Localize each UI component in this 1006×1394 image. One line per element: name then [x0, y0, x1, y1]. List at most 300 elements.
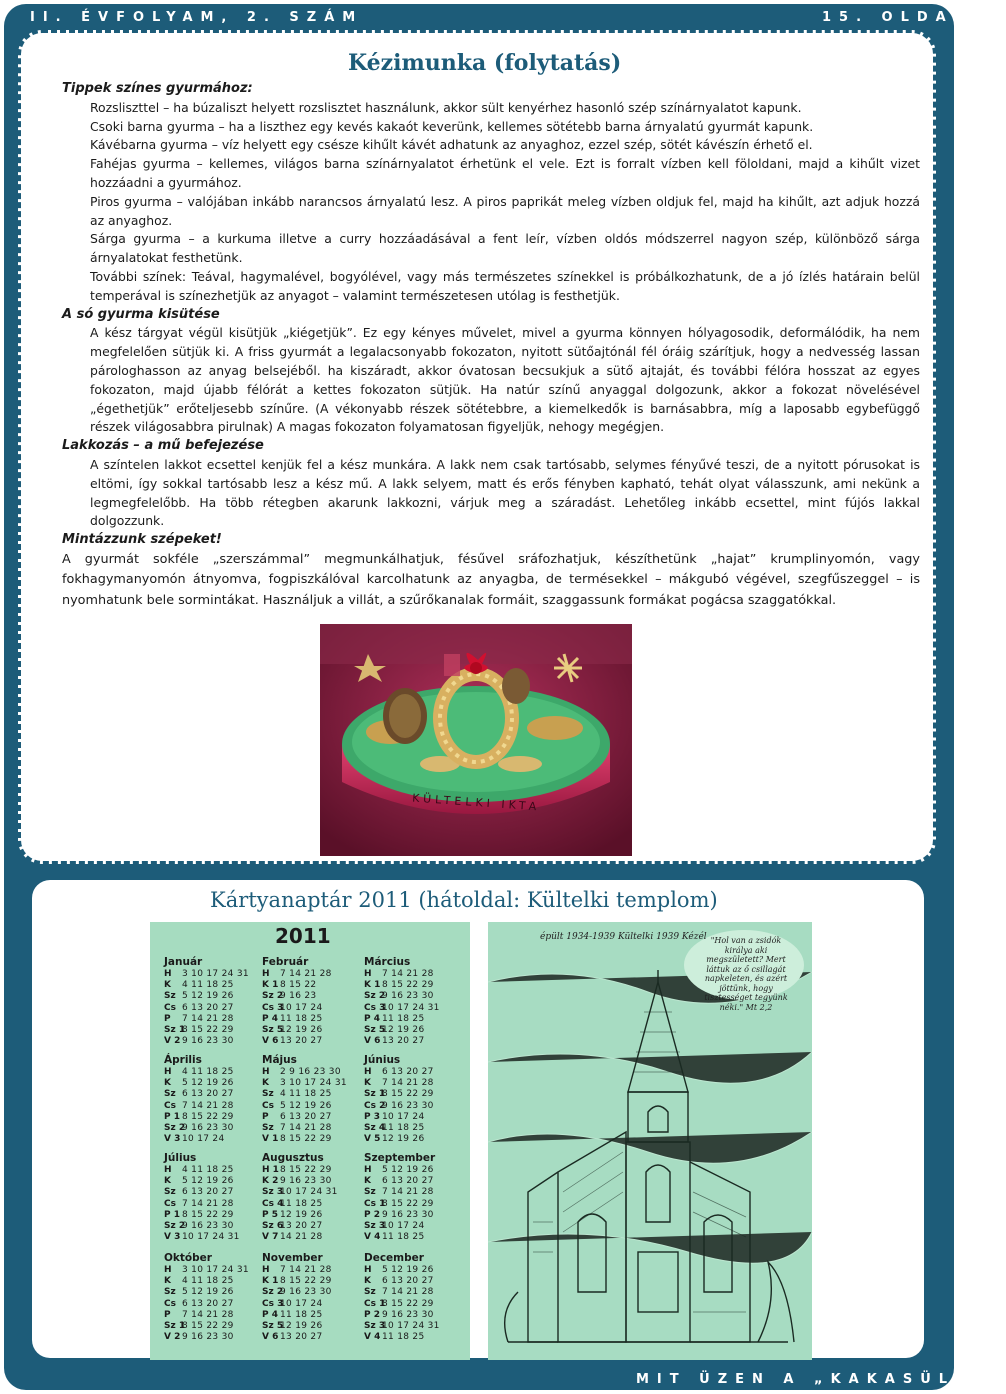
day-label: V 6	[262, 1332, 279, 1343]
day-label: V 6	[262, 1036, 279, 1047]
dates: 13 20 27	[280, 1221, 323, 1232]
dates: 7 14 21 28	[182, 1100, 234, 1111]
day-label: V 2	[164, 1036, 181, 1047]
calendar-week-row	[164, 1221, 268, 1232]
dates: 2 9 16 23 30	[280, 1067, 341, 1077]
calendar-week-row	[364, 1003, 468, 1014]
calendar-week-row	[262, 1123, 366, 1134]
day-label: Sz 2	[262, 1287, 284, 1298]
dates: 4 11 18 25	[182, 980, 234, 991]
dates: 8 15 22 29	[382, 1089, 434, 1100]
calendar-card-front	[150, 922, 470, 1360]
dates: 10 17 24 31	[382, 1002, 440, 1013]
day-label: H	[364, 969, 372, 979]
calendar-week-row	[164, 1265, 268, 1276]
calendar-week-row	[262, 1210, 366, 1221]
dates: 5 12 19 26	[182, 1287, 234, 1298]
day-label: Sz 3	[364, 1221, 386, 1232]
day-label: V 4	[364, 1332, 381, 1343]
dates: 7 14 21 28	[182, 1309, 234, 1320]
dates: 3 10 17 24 31	[182, 969, 249, 979]
calendar-title: Kártyanaptár 2011 (hátoldal: Kültelki templom)	[210, 888, 718, 912]
day-label: Sz 6	[262, 1221, 284, 1232]
dates: 11 18 25	[280, 1309, 323, 1320]
dates: 9 16 23 30	[280, 1176, 332, 1187]
calendar-week-row	[364, 1036, 468, 1047]
calendar-week-row	[262, 1025, 366, 1036]
article-title: Kézimunka (folytatás)	[348, 50, 622, 76]
dates: 10 17 24	[182, 1134, 225, 1145]
calendar-week-row	[364, 1287, 468, 1298]
month-name: November	[262, 1252, 323, 1264]
dates: 6 13 20 27	[182, 1298, 234, 1309]
paragraph: Fahéjas gyurma – kellemes, világos barna színárnyalatot érhetünk el vele. Ezt is forralt vízben kell föloldani, majd a kihűlt vizet hozzáadni a gyurmához.	[90, 156, 920, 190]
calendar-week-row	[262, 1165, 366, 1176]
dates: 8 15 22 29	[182, 1025, 234, 1036]
calendar-week-row	[364, 1089, 468, 1100]
dates: 8 15 22 29	[182, 1209, 234, 1220]
calendar-week-row	[262, 969, 366, 980]
day-label: K	[164, 1176, 171, 1187]
day-label: K 2	[262, 1176, 279, 1187]
dates: 6 13 20 27	[382, 1176, 434, 1187]
calendar-week-row	[364, 1299, 468, 1310]
dates: 4 11 18 25	[182, 1165, 234, 1175]
dates: 13 20 27	[280, 1332, 323, 1343]
dates: 11 18 25	[382, 1232, 425, 1243]
dates: 7 14 21 28	[382, 1287, 434, 1298]
day-label: K	[164, 1276, 171, 1287]
calendar-month	[364, 956, 468, 1047]
dates: 8 15 22 29	[182, 1321, 234, 1332]
day-label: Sz	[164, 1089, 176, 1100]
section-heading: Lakkozás – a mű befejezése	[62, 438, 264, 454]
calendar-week-row	[364, 1332, 468, 1343]
day-label: V 3	[164, 1232, 181, 1243]
day-label: Sz	[164, 1187, 176, 1198]
calendar-week-row	[364, 1078, 468, 1089]
day-label: H	[364, 1067, 372, 1077]
calendar-month	[262, 956, 366, 1047]
dates: 12 19 26	[382, 1025, 425, 1036]
day-label: H	[262, 969, 270, 979]
day-label: Sz 1	[164, 1321, 186, 1332]
calendar-week-row	[164, 1165, 268, 1176]
dates: 5 12 19 26	[280, 1100, 332, 1111]
day-label: P 4	[262, 1309, 278, 1320]
day-label: P 1	[164, 1209, 180, 1220]
calendar-week-row	[364, 1187, 468, 1198]
paragraph: Kávébarna gyurma – víz helyett egy csésze kihűlt kávét adhatunk az anyaghoz, ezzel szép, sötét kávészín érhető el.	[90, 137, 813, 153]
day-label: H	[164, 1265, 172, 1275]
day-label: Sz	[262, 1123, 274, 1134]
dates: 7 14 21 28	[382, 1078, 434, 1089]
calendar-week-row	[364, 980, 468, 991]
dates: 13 20 27	[382, 1036, 425, 1047]
calendar-week-row	[262, 1265, 366, 1276]
section-heading: A só gyurma kisütése	[62, 306, 220, 322]
dates: 14 21 28	[280, 1232, 323, 1243]
calendar-week-row	[164, 1287, 268, 1298]
dates: 6 13 20 27	[182, 1089, 234, 1100]
day-label: P 4	[364, 1013, 380, 1024]
calendar-week-row	[262, 980, 366, 991]
dates: 7 14 21 28	[382, 969, 434, 979]
dates: 9 16 23 30	[382, 1100, 434, 1111]
day-label: P 5	[262, 1209, 278, 1220]
calendar-week-row	[164, 1332, 268, 1343]
calendar-month	[164, 956, 268, 1047]
dates: 7 14 21 28	[182, 1013, 234, 1024]
day-label: Sz 5	[262, 1025, 284, 1036]
calendar-week-row	[164, 1232, 268, 1243]
footer-motto: MIT ÜZEN A „KAKASÜLŐ”?	[636, 1372, 1006, 1387]
dates: 8 15 22 29	[182, 1111, 234, 1122]
calendar-week-row	[164, 1187, 268, 1198]
calendar-week-row	[262, 1232, 366, 1243]
dates: 11 18 25	[280, 1198, 323, 1209]
dates: 11 18 25	[382, 1013, 425, 1024]
calendar-week-row	[364, 1067, 468, 1078]
dates: 9 16 23 30	[182, 1332, 234, 1343]
dates: 5 12 19 26	[182, 1176, 234, 1187]
dates: 9 16 23 30	[382, 1209, 434, 1220]
calendar-week-row	[364, 1101, 468, 1112]
calendar-month	[164, 1252, 268, 1343]
calendar-week-row	[164, 1089, 268, 1100]
article-body-top	[62, 80, 920, 611]
day-label: Cs	[164, 1100, 176, 1111]
calendar-week-row	[364, 1199, 468, 1210]
day-label: Sz 3	[364, 1321, 386, 1332]
calendar-week-row	[364, 1221, 468, 1232]
dates: 12 19 26	[280, 1025, 323, 1036]
calendar-week-row	[262, 1332, 366, 1343]
day-label: H	[262, 1265, 270, 1275]
dates: 6 13 20 27	[280, 1111, 332, 1122]
calendar-week-row	[164, 1310, 268, 1321]
calendar-week-row	[164, 1014, 268, 1025]
calendar-week-row	[364, 1123, 468, 1134]
dates: 11 18 25	[382, 1123, 425, 1134]
day-label: Cs	[164, 1298, 176, 1309]
dates: 7 14 21 28	[382, 1187, 434, 1198]
dates: 7 14 21 28	[280, 1123, 332, 1134]
calendar-week-row	[164, 1210, 268, 1221]
dates: 9 16 23 30	[182, 1221, 234, 1232]
paragraph: A színtelen lakkot ecsettel kenjük fel a kész munkára. A lakk nem csak tartósabb, selymes fényűvé teszi, de a nyitott pórusokat is eltömi, így sokkal tartósabb lesz a kész mű. A lakk selyem, matt és erős fényben kapható, tehát olyat válasszunk, ami nekünk a legmegfelelőbb. Ha több rétegben akarunk lakkozni, várjuk meg a száradást. Lehetőleg inkább ecsettel, mint fújós lakkal dolgozzunk.	[90, 456, 920, 529]
day-label: P 4	[262, 1013, 278, 1024]
dates: 7 14 21 28	[280, 1265, 332, 1275]
dates: 10 17 24	[382, 1221, 425, 1232]
month-name: Március	[364, 956, 411, 968]
day-label: Sz	[164, 991, 176, 1002]
month-name: Június	[364, 1054, 401, 1066]
calendar-week-row	[262, 1134, 366, 1145]
calendar-week-row	[262, 1199, 366, 1210]
issue-header: II. ÉVFOLYAM, 2. SZÁM	[30, 10, 364, 25]
day-label: Sz 4	[364, 1123, 386, 1134]
calendar-week-row	[364, 1276, 468, 1287]
day-label: K	[164, 980, 171, 991]
calendar-week-row	[262, 991, 366, 1002]
day-label: P	[262, 1111, 269, 1122]
month-name: Április	[164, 1054, 202, 1066]
month-name: Augusztus	[262, 1152, 324, 1164]
calendar-week-row	[164, 1112, 268, 1123]
day-label: Sz	[364, 1187, 376, 1198]
day-label: Cs	[164, 1198, 176, 1209]
dates: 8 15 22 29	[280, 1165, 332, 1175]
calendar-week-row	[262, 1078, 366, 1089]
month-name: Január	[164, 956, 203, 968]
calendar-week-row	[164, 1276, 268, 1287]
day-label: K	[164, 1078, 171, 1089]
day-label: H 1	[262, 1165, 279, 1175]
day-label: H	[364, 1265, 372, 1275]
calendar-week-row	[164, 1101, 268, 1112]
day-label: Cs 3	[262, 1298, 284, 1309]
dates: 4 11 18 25	[182, 1067, 234, 1077]
day-label: Cs 3	[364, 1002, 386, 1013]
paragraph: Csoki barna gyurma – ha a liszthez egy kevés kakaót keverünk, kellemes sötétebb barna árnyalatú gyurmát kapunk.	[90, 118, 814, 134]
dates: 10 17 24 31	[382, 1321, 440, 1332]
calendar-week-row	[364, 1176, 468, 1187]
day-label: Sz 2	[262, 991, 284, 1002]
month-name: Május	[262, 1054, 297, 1066]
day-label: V 2	[164, 1332, 181, 1343]
dates: 4 11 18 25	[280, 1089, 332, 1100]
dates: 8 15 22 29	[280, 1134, 332, 1145]
month-name: Szeptember	[364, 1152, 436, 1164]
dates: 9 16 23 30	[182, 1036, 234, 1047]
month-name: Július	[164, 1152, 197, 1164]
day-label: K 1	[262, 980, 279, 991]
photo-caption: KÜLTELKI IKTA	[411, 791, 541, 814]
calendar-week-row	[262, 1321, 366, 1332]
dates: 5 12 19 26	[182, 1078, 234, 1089]
dates: 11 18 25	[280, 1013, 323, 1024]
church-inscription: épült 1934-1939 Kültelki 1939 Kézél	[540, 932, 707, 942]
day-label: Cs	[262, 1100, 274, 1111]
month-name: December	[364, 1252, 424, 1264]
day-label: V 7	[262, 1232, 279, 1243]
calendar-week-row	[164, 1123, 268, 1134]
day-label: Cs 1	[364, 1198, 386, 1209]
month-name: Február	[262, 956, 309, 968]
calendar-week-row	[262, 1176, 366, 1187]
calendar-week-row	[364, 1134, 468, 1145]
calendar-week-row	[262, 1287, 366, 1298]
dates: 9 16 23 30	[280, 1287, 332, 1298]
calendar-week-row	[364, 1321, 468, 1332]
calendar-week-row	[164, 1199, 268, 1210]
calendar-week-row	[164, 1067, 268, 1078]
day-label: H	[164, 969, 172, 979]
section-heading: Tippek színes gyurmához:	[62, 81, 253, 96]
dates: 6 13 20 27	[182, 1187, 234, 1198]
day-label: H	[164, 1067, 172, 1077]
bible-quote: "Hol van a zsidók királya aki megszületett? Mert láttuk az ő csillagát napkeleten, és azért jöttünk, hogy tisztességet tegyünk néki." Mt 2,2	[704, 936, 788, 1012]
calendar-week-row	[164, 1025, 268, 1036]
dates: 12 19 26	[382, 1134, 425, 1145]
day-label: Sz 2	[164, 1123, 186, 1134]
dates: 9 16 23 30	[382, 1309, 434, 1320]
calendar-week-row	[364, 969, 468, 980]
calendar-card-back	[488, 922, 812, 1360]
salt-dough-photo-drawing	[320, 624, 632, 856]
calendar-month	[164, 1054, 268, 1145]
dates: 10 17 24	[382, 1111, 425, 1122]
calendar-week-row	[262, 1187, 366, 1198]
day-label: Sz	[364, 1287, 376, 1298]
dates: 5 12 19 26	[382, 1165, 434, 1175]
calendar-week-row	[164, 991, 268, 1002]
paragraph: Sárga gyurma – a kurkuma illetve a curry hozzáadásával a fent leír, vízben oldós módszerrel nagyon szép, különböző sárga árnyalatokat festhetünk.	[90, 231, 920, 266]
calendar-week-row	[164, 1078, 268, 1089]
page-number-header: 15. OLDAL	[822, 10, 971, 25]
calendar-week-row	[262, 1310, 366, 1321]
dates: 10 17 24	[280, 1002, 323, 1013]
dates: 3 10 17 24 31	[280, 1078, 347, 1089]
calendar-week-row	[164, 1176, 268, 1187]
dates: 7 14 21 28	[280, 969, 332, 979]
month-name: Október	[164, 1252, 212, 1264]
calendar-week-row	[364, 991, 468, 1002]
calendar-week-row	[262, 1221, 366, 1232]
dates: 6 13 20 27	[382, 1276, 434, 1287]
dates: 4 11 18 25	[182, 1276, 234, 1287]
calendar-week-row	[164, 969, 268, 980]
day-label: P 3	[364, 1111, 380, 1122]
dates: 5 12 19 26	[182, 991, 234, 1002]
calendar-week-row	[364, 1112, 468, 1123]
day-label: V 3	[164, 1134, 181, 1145]
dates: 12 19 26	[280, 1209, 323, 1220]
calendar-week-row	[164, 1003, 268, 1014]
day-label: P 1	[164, 1111, 180, 1122]
calendar-week-row	[364, 1210, 468, 1221]
dates: 3 10 17 24 31	[182, 1265, 249, 1275]
day-label: H	[164, 1165, 172, 1175]
day-label: P	[164, 1309, 171, 1320]
day-label: K 1	[262, 1276, 279, 1287]
salt-dough-photo	[320, 624, 632, 856]
calendar-week-row	[364, 1165, 468, 1176]
calendar-year: 2011	[275, 924, 331, 948]
day-label: V 5	[364, 1134, 381, 1145]
calendar-week-row	[164, 980, 268, 991]
day-label: Sz 5	[262, 1321, 284, 1332]
paragraph: Rozsliszttel – ha búzaliszt helyett rozslisztet használunk, akkor sült kenyérhez hasonló szép színárnyalatot kapunk.	[90, 99, 802, 115]
day-label: V 6	[364, 1036, 381, 1047]
day-label: Cs 1	[364, 1298, 386, 1309]
dates: 5 12 19 26	[382, 1265, 434, 1275]
calendar-week-row	[262, 1299, 366, 1310]
dates: 9 16 23	[280, 991, 317, 1002]
paragraph: További színek: Teával, hagymalével, bogyólével, vagy más természetes színekkel is próbálkozhatunk, de a jó ízlés határain belül temperával is színezhetjük az anyagot – valamint természetesen utólag is festhetjük.	[90, 268, 920, 303]
calendar-week-row	[164, 1299, 268, 1310]
day-label: Cs	[164, 1002, 176, 1013]
calendar-week-row	[262, 1003, 366, 1014]
calendar-week-row	[262, 1036, 366, 1047]
dates: 10 17 24	[280, 1298, 323, 1309]
day-label: Sz 2	[164, 1221, 186, 1232]
day-label: Cs 2	[364, 1100, 386, 1111]
dates: 9 16 23 30	[382, 991, 434, 1002]
day-label: Cs 3	[262, 1002, 284, 1013]
dates: 6 13 20 27	[182, 1002, 234, 1013]
day-label: Sz	[164, 1287, 176, 1298]
calendar-month	[262, 1054, 366, 1145]
day-label: K	[364, 1176, 371, 1187]
day-label: P 2	[364, 1309, 380, 1320]
calendar-week-row	[262, 1014, 366, 1025]
day-label: V 4	[364, 1232, 381, 1243]
calendar-week-row	[364, 1025, 468, 1036]
calendar-week-row	[262, 1276, 366, 1287]
day-label: P 2	[364, 1209, 380, 1220]
day-label: Sz 5	[364, 1025, 386, 1036]
paragraph: A kész tárgyat végül kisütjük „kiégetjük”. Ez egy kényes művelet, mivel a gyurma könnyen hólyagosodik, deformálódik, ha nem megfelelően sütjük ki. A friss gyurmát a legalacsonyabb fokozaton, nyitott sütőajtónál fél óráig szárítjuk, hogy a nedvesség lassan párologhasson az anyag belsejéből. ha kiszáradt, akkor óvatosan becsukjuk a sütő ajtaját, és további félóra hosszat az egyes fokozaton, majd újabb félórát a kettes fokozaton sütjük. Ha natúr színű anyaggal dolgozunk, akkor a fokozat növelésével „égethetjük” erőteljesebb színűre. (A vékonyabb részek sötétebbre, a kiemelkedők is barnásabbra, míg a laposabb egybefüggő részek világosabbra pirulnak) A magas fokozaton folyamatosan figyeljük, nehogy megégjen.	[90, 325, 920, 435]
day-label: K	[364, 1078, 371, 1089]
day-label: Sz 1	[164, 1025, 186, 1036]
day-label: Sz 3	[262, 1187, 284, 1198]
calendar-week-row	[364, 1014, 468, 1025]
day-label: H	[262, 1067, 270, 1077]
dates: 8 15 22	[280, 980, 317, 991]
calendar-month	[164, 1152, 268, 1243]
section-heading: Mintázzunk szépeket!	[62, 532, 222, 548]
calendar-week-row	[262, 1101, 366, 1112]
calendar-week-row	[262, 1089, 366, 1100]
calendar-month	[364, 1152, 468, 1243]
day-label: K	[364, 1276, 371, 1287]
day-label: K	[262, 1078, 269, 1089]
calendar-week-row	[364, 1265, 468, 1276]
day-label: Sz 2	[364, 991, 386, 1002]
paragraph: Piros gyurma – valójában inkább narancsos árnyalatú lesz. A piros paprikát meleg vízben oldjuk fel, majd ha kihűlt, azt adjuk hozzá az anyaghoz.	[90, 193, 920, 228]
dates: 8 15 22 29	[382, 1298, 434, 1309]
dates: 9 16 23 30	[182, 1123, 234, 1134]
dates: 10 17 24 31	[280, 1187, 338, 1198]
calendar-week-row	[364, 1232, 468, 1243]
calendar-week-row	[164, 1036, 268, 1047]
day-label: V 1	[262, 1134, 279, 1145]
calendar-month	[364, 1252, 468, 1343]
dates: 8 15 22 29	[382, 1198, 434, 1209]
day-label: H	[364, 1165, 372, 1175]
dates: 8 15 22 29	[280, 1276, 332, 1287]
dates: 10 17 24 31	[182, 1232, 240, 1243]
calendar-month	[262, 1252, 366, 1343]
calendar-week-row	[262, 1067, 366, 1078]
calendar-month	[364, 1054, 468, 1145]
calendar-week-row	[364, 1310, 468, 1321]
calendar-week-row	[164, 1134, 268, 1145]
day-label: Sz 1	[364, 1089, 386, 1100]
calendar-month	[262, 1152, 366, 1243]
calendar-week-row	[262, 1112, 366, 1123]
calendar-week-row	[164, 1321, 268, 1332]
dates: 12 19 26	[280, 1321, 323, 1332]
day-label: K 1	[364, 980, 381, 991]
dates: 7 14 21 28	[182, 1198, 234, 1209]
day-label: Cs 4	[262, 1198, 284, 1209]
dates: 11 18 25	[382, 1332, 425, 1343]
dates: 6 13 20 27	[382, 1067, 434, 1077]
day-label: Sz	[262, 1089, 274, 1100]
